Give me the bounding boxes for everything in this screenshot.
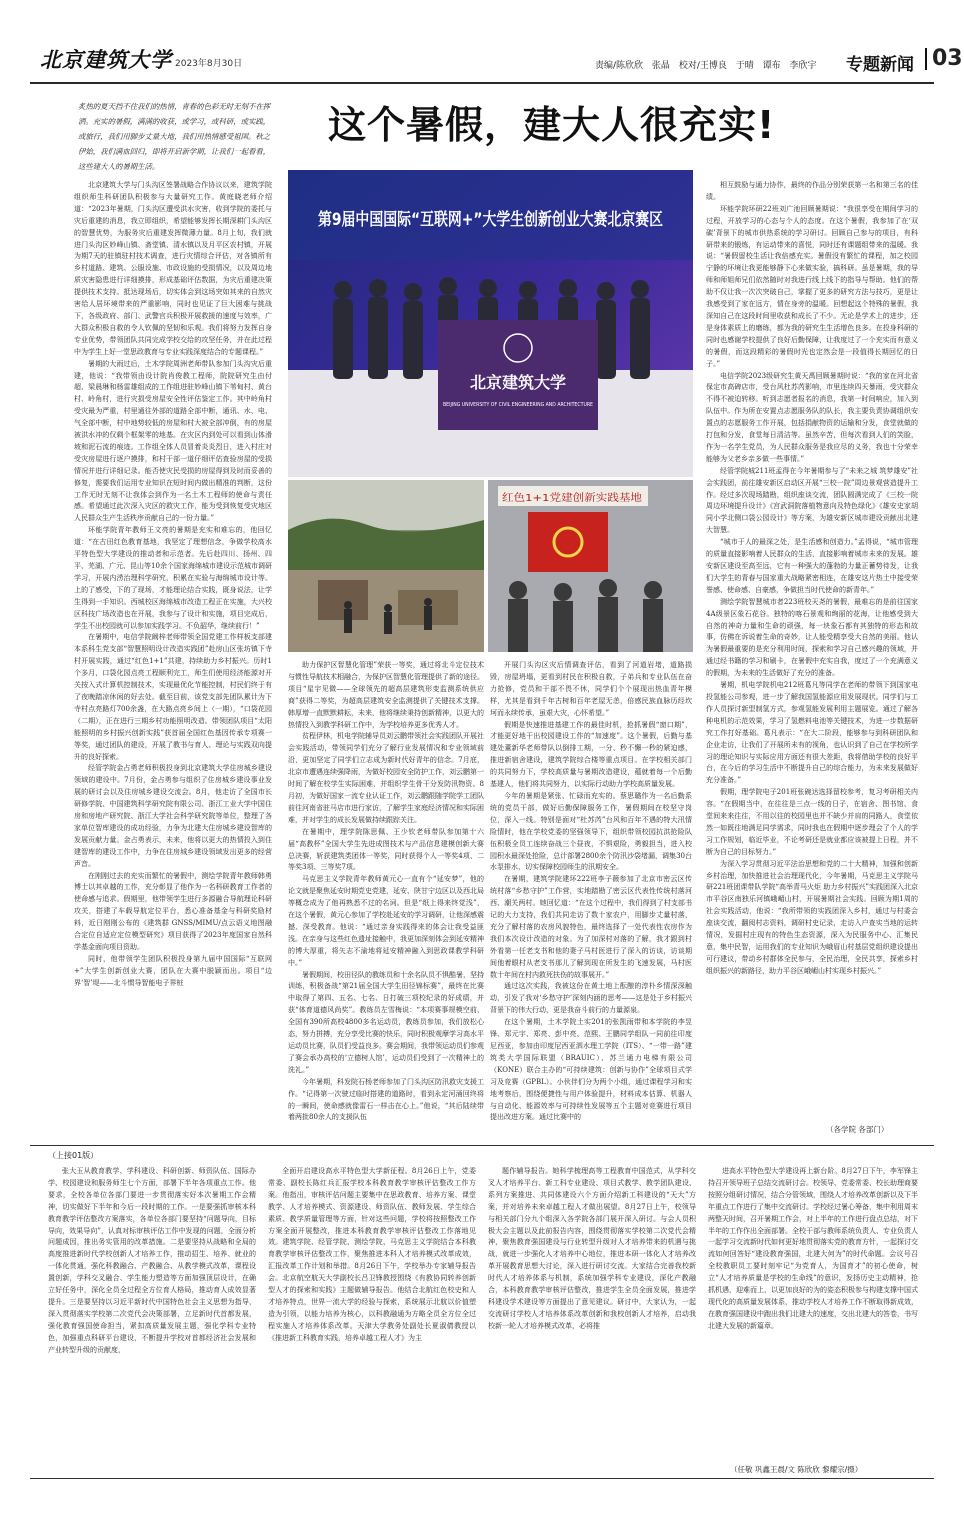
paragraph: 在暑期中，电信学院阚梓老师带领全国党建工作样板支部建本系科生党支部“智慧照明设计改造实践团”赴房山区张坊镇下寺村开展实践，通过“红色1+1”共建，持续助力乡村振兴。历时1个多月，口袋化园点亮工程顺利完工，师生们使用经济能源对开关按入式计算机控制技术，实现最优化节能控制，村民们终于有了夜晚踏凉休闲的好去处。截至目前，该党支部先团队累计为下寺村点亮路灯700余盏，在大路点亮乡间上（一期），“口袋花园（二期），正在进行三期乡村功能照明改造。带领团队项目“太阳能照明的乡村振兴创新实践”获首届全国红色基因传承专项赛一等奖，通过团队的建设，开展了教书与育人、理论与实践双向提升的良好探索。	[74, 633, 272, 761]
continued-label: （上接01版）	[48, 1151, 99, 1160]
issue-date: 2023年8月30日	[175, 59, 243, 69]
paragraph: 今年暑期，科发院石杨老师参加了门头沟区防汛救灾支援工作。“记得第一次驶过临时搭建的道路时，看到永定河涌回终将的一瞬间，使命感就像雷石一样击在心上。”他说，“其后陆续带着两批80余人的支援队伍	[288, 1077, 484, 1122]
flag-english-name: BEIJING UNIVERSITY OF CIVIL ENGINEERING AND ARCHITECTURE	[443, 402, 594, 408]
disaster-site-image	[288, 480, 484, 652]
paragraph: 为深入学习贯彻习近平法治思想和党的二十大精神，加强和创新乡村治理，加快推进社会治理现代化，今年暑期，马克思主义学院马研221班团课带队学院“高举青马火炬 助力乡村振兴”实践团深入北京市平谷区南独乐河镇峨嵋山村，开展暑期社会实践。回顾为期1周的社会实践活动，他说：“我所带领的实践团深入乡村，通过与村委会座谈交流，翻阅村志资料，调研村史记录，走访入户查实当地的运转情况，发掘村庄现有的特色生态资源，深入为民服务中心、汇集民意，集中民智，运用我们的专业知识为峨眉山村基层党组织建设提出可行建议，带动乡村群体全民参与，全民治理，全民共享，探索乡村组织振兴的新路径，助力平谷区峨嵋山村实现乡村振兴。”	[706, 859, 918, 975]
paragraph: 暑期的大雨过后，土木学院周洲老师带队参加门头沟灾后重建，他说：“我带领由设计院肖俊教工程师，院院研究生由付超、梁晨琳和杨雷雄组成的工作组进驻妙峰山镇下苇甸村、黄台村、岭角村，进行灾损受房屋安全性评估鉴定工作。其中岭角村受灾最为严重，村里通往外部的道路全部中断，通讯、水、电、气全部中断，村中地势较低的房屋和村大被全部冲倒，有的房屋被洪水冲的仅剩个框架零的地基。在灾区内到处可以看到山体滑坡和泥石流的痕迹。工作组全体人员冒着炎炎烈日，进入村庄对受灾房屋进行逐户摸排，和村干部一道仔细评估查验房屋的受损情况并进行详细记录。能否使灾民受损的房屋得到及时而妥善的修复，需要我们运用专业知识在短时间内做出精准的判断，这份工作无时无刻不让我体会到作为一名土木工程师的使命与责任感。希望通过此次深入灾区的救灾工作，能为受到恢复受灾地区人民群众生产生活秩序贡献自己的一份力量。”	[74, 359, 272, 523]
paragraph: 电信学院2023级研究生黄天禹回顾暑期时说：“我的家在河北省保定市高碑店市，受台风杜苏芮影响，市里连续四天暴雨，受灾群众不得不被迫转移。听到志愿者报名的消息，我第一时间响应，加入到队伍中。作为所在安置点志愿服务队的队长，我主要负责协调组织安置点的志愿服务工作开展，包括捐献物资的运输和分发，食堂就做的打包和分发，食堂每日清洁等。虽然辛苦，但每次看到人们的笑脸，作为一名学生党员，为人民群众服务是我应尽的义务，我也十分荣幸能够为父老乡亲多做一些事情。”	[706, 371, 918, 463]
paragraph: 环能学院青年教师王文亮的暑期是充实和难忘的，他回忆道：“在古田红色教育基地，我坚定了理想信念，争做学校高水平特色型大学建设的推动者和示范者。先后赴四川、扬州、四平、芜湖、广元、昆山等10余个国家海绵城市建设示范城市调研学习，开展内涝治理科学研究，积累在实验与海绵城市设计等。上的了感受，下的了现场，才能理论结合实践，既身说法，让学生得到一手知识。西城校区海绵城市改造工程正在实施，大兴校区科技广场改造也在开展，我参与了设计和实施，项目完成后，学生不出校园就可以参加实践学习。不负韶华，继续前行！”	[74, 526, 272, 630]
paragraph: 在刚刚过去的充实而繁忙的暑假中，测绘学院青年教师韩勇博士以其卓越的工作，充分彰显了他作为一名科研教育工作者的使命感与追求。假期里，他带领学生进行多源融合导航理论科研攻关，搭建了车载导航定位平台，悉心准备基金与科研奖励材料，近日刚刚公布的《建筑群 GNSS/MIMU/点云语义地图融合定位自适应定位模型研究》项目获得了2023年度国家自然科学基金面向项目资助。	[74, 871, 272, 951]
paragraph: 经管学院城211班孟得在今年暑期参与了“未来之城 筑梦雄安”社会实践团，前往雄安新区启动区开展“三校一院”周边景观营造提升工作。经过多次现场踏勘，组织座谈交流，团队圆满完成了《三校一院周边环境提升设计》《宫武洞院落植物意向及特色绿化》《雄安史家胡同小学北侧口袋公园设计》等方案，为雄安新区城市建设贡献出北建大智慧。	[706, 466, 918, 535]
paragraph: 假期是快速推进基建工作的最佳时机，抢抓暑假“窗口期”，才能更好地干出校园建设工作的“加速度”。这个暑假，后勤与基建处董新华老师带队以倒排工期，一分、秒不懈一秒的紧迫感，推进新宿舍建设，建筑学院综合楼等重点项目。在学校相关部门的共同努力下，学校高质量与暑期改造建设，蕴就着每一个后勤基建人，他们将共同努力，以实际行动助力学校高质量发展。	[490, 720, 692, 789]
headline: 这个暑假，建大人很充实!	[328, 103, 776, 147]
paragraph: 进高水平特色型大学建设再上新台阶。8月27日下午，李军锋主持召开领导班子总结交流研讨会。校领导、党委常委、校长助理商要按照分组研讨情况，结合分管领域，围绕人才培养改革创新以及下半年重点工作进行了集中交流研讨。学校经过暑心筹备，集中利用周末两整天时间，召开暑期工作会，对上半年的工作进行盘点总结，对下半年的工作作出全面部署。全校干部与教师系统负责人、专业负责人一起学习交流新时代如何更好地贯彻落实党的教育方针，一起探讨交流如何回答好“建设教育强国，北建大何为”的时代命题。会议号召全校教职员工要时刻牢记“为党育人，为国育才”的初心使命，树立“人才培养质量是学校的生命线”的意识，发扬历史主动精神，抢抓机遇，迎难而上，以更加良好的为的姿态积极参与构建支撑中国式现代化的高质量发展体系，推动学校人才培养工作不断取得新成效，在教育强国建设中跑出我们北建大的速度，交出北建大的答卷，书写北建大发展的新篇章。	[708, 1167, 918, 1330]
party-flag	[528, 512, 608, 572]
continued-column-2	[268, 1166, 476, 1476]
intro-blurb: 炙热的夏天挡不住我们的热情，青春的色彩无时无刻不在挥洒。充实的暑假，满满的收获，或学习，或科研，或实践，或旅行，我们用脚步丈量大地，我们用热情感受祖国。秋之伊始，我们满血回归，即将开启新学期，让我们一起看看，这些建大人的暑期生活。	[78, 102, 271, 171]
continued-column-4	[708, 1166, 918, 1462]
editor-credit: 责编/陈欣欣	[595, 61, 644, 71]
continued-column-3	[488, 1166, 696, 1476]
paragraph: 全面开启建设高水平特色型大学新征程。8月26日上午，党委常委、副校长陈红兵汇报学校本科教育教学审核评估整改工作方案。他指出，审核评估问题主要集中在思政教育、培养方案、课堂教学、人才培养模式、资源建设、师资队伍、教师发展、学生综合素质、教学质量管理等方面，针对这些问题，学校将按照整改工作方案全面开展整改，推进本科教育教学审核评估整改工作落地见效。建筑学院、经管学院、测绘学院、马克思主义学院结合本科教育教学审核评估整改工作，聚焦推进本科人才培养模式改革成效，汇报改革工作计划和举措。8月26日下午，学校举办专家辅导报告会。北京航空航天大学副校长吕卫锋教授围绕《有教协同转养创新型人才的探索和实践》主题做辅导报告。他结合北航红色校史和人才培养特点，世界一流大学的经验与探索，系统展示北航以价值塑造为引领，以能力培养为核心，以科教融通为方略全员全方位全过程实施人才培养体系改革。天津大学教务处副处长夏淑倩教授以《推进新工科教育实践，培养卓越工程人才》为主	[268, 1167, 476, 1342]
editor-credit: 李欣宇	[789, 61, 817, 71]
editor-credit: 于晴	[735, 61, 754, 71]
editor-credits	[595, 58, 823, 71]
editor-credit: 校对/王博良	[678, 61, 727, 71]
banner-title: 第9届中国国际“互联网+”大学生创新创业大赛北京赛区	[318, 210, 741, 230]
signoff-bottom: （任敬 巩鑫王晨/文 陈欣欣 黎耀宗/摄）	[730, 1465, 863, 1474]
paragraph: 在暑期中，理学院陈思佩、王少钦老师带队参加第十六届“高教杯”全国大学生先进成图技术与产品信息建模创新大赛总决赛，斩获建筑类团体一等奖，同时获得个人一等奖4项、二等奖3项、三等奖7项。	[288, 827, 484, 872]
group-photo-image	[288, 170, 741, 477]
paragraph: 相互鼓励与通力协作，最终的作品分别荣获第一名和第三名的佳绩。	[706, 181, 918, 201]
base-sign-photo	[488, 480, 693, 652]
paragraph: 在这个暑期，土木学院土实201的张凯雨带和本学院的李昱锋、郑元宇、郑亮、彭中亮、范熙、王鹏同学组队一同前往印度尼西亚，参加由印度尼西亚泗水理工学院（ITS）、“一带一路”建筑类大学国际联盟（BRAUIC）、苏兰通力电梯有限公司（KONE）联合主办的“可持续建筑：创新与协作”全球项目式学习及竞赛（GPBL）。小伙伴们分为两个小组，通过课程学习和实地考察后，围绕便捷性与用户体验提升，材料成本估算、机器人与自动化、能源效率与可持续性发展等五个主题对竞赛进行项目提出改进方案。通过比赛中的	[490, 1018, 692, 1122]
disaster-site-photo	[288, 480, 484, 652]
flag-name: 北京建筑大学	[469, 373, 567, 392]
paragraph: 助力保护区智慧化管理”荣获一等奖，通过将北斗定位技术与惯性导航技术相融合，为保护区智慧化管理提供了新的途径。项目“星宇见微——全球领先的超高层建筑形变监测系统供应商”获得二等奖，为超高层建筑安全监测提供了关键技术支撑。韩厚增一直默默耕耘，未来，他将继续秉持创新精神，以更大的热情投入到教学科研工作中，为学校培养更多优秀人才。	[288, 661, 484, 729]
paragraph: 马克思主义学院青年教师黄元心一直有个“延安梦”，他的论文就是聚焦延安时期党史党建，延安、陕甘宁边区以及西北局等概念成为了他再熟悉不过的名词。但是“纸上得来终觉浅”，在这个暑假，黄元心参加了学校赴延安的学习调研，让他深感震撼、深受教育。他说：“通过亲身实践得来的体会让我受益匪浅。在亲身与这些红色遗址接触中，我更加深刻体会到延安精神的博大厚重，将矢志不渝地将延安精神融入到思政课教学科研中。”	[288, 875, 484, 967]
wall-sign: 红色1+1党建创新实践基地	[502, 493, 624, 504]
article-column-4	[706, 180, 918, 1120]
paragraph: 通过这次实践，我被这份在黄土地上酝酿的淳朴乡情深深触动，引发了我对‘乡愁守护’深刻内涵的思考——这是处于乡村振兴背景下的伟大行动，更是我奋斗前行的力量源泉。	[490, 982, 692, 1015]
paragraph: 今年的暑期是紧张、忙碌而充实的。蔡思璐作为一名后勤系统的党员干部，做好后勤保障服务工作，暑假期间在校坚守岗位，深入一线。特别是面对“杜苏芮”台风和百年不遇的特大汛情险情时，他在学校党委的坚强领导下，组织带领校园抗洪抢险队伍积极全员工连续奋战三个昼夜，不惧艰险，勇毅担当，进入校园积水最深处抢险，总计部署2800余个防汛沙袋堵漏，调集30台水泵排水，切实保障校园师生的汛期安全。	[490, 791, 692, 872]
paragraph: 开展门头沟区灾后情调查评估，看到了河道岩堵，道路损毁，房屋坍塌，更看到村民在积极自救，子弟兵和专业队伍在奋力抢修，党员和干部不畏不休，同学们个个展现出热血青年模样，尤其是看到千年古树和百年老屋无恙，倍感民族血脉历经坎坷而永续传承，虽艰大灾，心怀希望。”	[490, 661, 692, 717]
paragraph: 假期，理学院电子201班张碗达选择留校参考，复习考研相关内容。“在假期当中，在往往是三点一线的日子，在宿舍、图书馆、食堂间来来往往，不用以往的校园里也并不缺少并肩的同路人，食堂依然一如既往地满足同学需求，同时我也在假期中逐步理会了个人的学习工作规划，临近毕业，不论考研还是就业都应该被提上日程，并不断为自己的目标努力。”	[706, 788, 918, 856]
newspaper-logo: 北京建筑大学	[40, 47, 172, 72]
editor-credit: 谭布	[762, 61, 781, 71]
masthead	[30, 44, 963, 84]
section-divider	[30, 1145, 934, 1146]
paragraph: 在暑期，建筑学院建环222班李子薇参加了北京市密云区传统村落“乡愁守护”工作营，实地踏勘了密云区代表性传统村落河西、潮关两村。她回忆道：“在这个过程中，我们得到了村支部书记的大力支持，我们共同走访了数十家农户，用脚步丈量村落，充分了解村落的农房风貌特色，最终选择了一处代表性农房作为我们本次设计改造的对象。为了加深村对落的了解，我才跟到村外看第一任老支书和他的妻子马村医进行了深入的访谈，访谈期间他着眼村从老支书那儿了解到现在所发生的飞速发展，马村医数十年间在村内救死扶伤的故事展开。”	[490, 875, 692, 979]
continued-column-1	[48, 1166, 256, 1476]
article-column-2	[288, 660, 484, 1145]
paragraph: 张大玉从教育教学、学科建设、科研创新、师资队伍、国际办学、校园建设和服务师生七个方面，部署下半年各项重点工作。他要求，全校各单位各部门要进一步贯彻落实好本次暑期工作会精神，切实做好下半年和今后一段时期的工作。一是要强抓审核本科教育教学评估整改方案落实，各单位各部门要坚持“问题导向，目标导向，效果导向”，认真对标审核评估工作中发现的问题，全面分析问题成因，推出务实管用的改革措施。二是要坚持从战略和全局的高度推进新时代学校创新人才培养工作，推动招生、培养、就业的一体化贯通，强化科教融合、产教融合、从教学模式改革，课程设置创新，学科交叉融合、学生能力塑造等方面加强顶层设计，在确立好任务中，深化全员全过程全方位育人格局，推动育人成效显著提升。三是要坚持以习近平新时代中国特色社会主义思想为指导，深入贯彻落实学校第二次党代会决策部署，立足新时代首都发展，强化教育强国使命担当，紧扣高质量发展主题，强化学科专业特色，加强重点科研平台建设，不断提升学校对首都经济社会发展和产业转型升级的贡献度，	[48, 1167, 256, 1354]
paragraph: 测绘学院智慧城市者223班校天尧的暑假，最难忘的是前往国家4A级景区象石花谷。独特的喀石景观和绚丽的花海，让他感受到大自然的神奇力量和生命的顽强，每一块象石都有其独特的形态和故事，仿佛在诉说着生命的奇妙，让人能受精享受大自然的美丽。他认为暑假最重要的是充分利用时间，探索和学习自己感兴趣的领域，并通过经书籍的学习和刷卡，在暑假中充实自我，度过了一个充满意义的假期，为未来的生活做好了充分的准备。	[706, 597, 918, 678]
article-column-3	[490, 660, 692, 1145]
bottom-rule	[30, 1478, 934, 1479]
editor-credit: 张晶	[651, 61, 670, 71]
article-column-1	[74, 180, 272, 1145]
base-sign-image	[488, 480, 693, 652]
signoff-top: （各学院 各部门）	[826, 1125, 889, 1134]
paragraph: “城市于人的最深之处，是生活感和创造力。”孟得说，“城市管理的质量直接影响着人民群众的生活，直接影响着城市未来的发展。雄安新区建设至高至远，它有一种强大的蓬勃的力量正蓄势待发，让我们大学生的青春与国家重大战略紧密相连，在雄安这片热土中接受荣誉感、使命感、自豪感，争做担当时代使命的新青年。”	[706, 538, 918, 594]
paragraph: 暑假期间，校田径队的教练员和十余名队员不惧酷暑，坚持训练，积极备战“第21届全国大学生田径锦标赛”，最终在比赛中取得了第四、五名、七名、日打破三项校纪录的好成绩，并获“体育道德风尚奖”。教练员左雪梅说：“本项赛事规模空前，全国有390所高校4800多名运动员，教练员参加，我们放松心态，努力拼搏，充分享受比赛的快乐，同时积极观摩学习高水平运动员比赛，队员们受益良多。赛会期间，我带领运动员们参观了赛会承办高校的‘立德树人馆’，运动员们受到了一次精神上的洗礼。”	[288, 970, 484, 1074]
section-title: 专题新闻	[846, 55, 914, 75]
paragraph: 同时，他带领学生团队积极投身第九届中国国际“互联网+”大学生创新创业大赛，团队在大赛中脱颖而出。项目“边界‘智’堤——北斗惯导智能电子界桩	[74, 954, 272, 987]
group-photo-competition	[288, 170, 741, 477]
paragraph: 北京建筑大学与门头沟区签署战略合作协议以来，建筑学院组织师生科研团队积极参与大量研究工作。黄庭晓老师介绍道：“2023年暑期，门头沟区遭受洪水灾害，收到学院的委托与灾后重建的消息，我立即组织，希望能够发挥长期深耕门头沟区的智慧优势，为服务灾后重建发挥微薄力量。8月上旬，我们就进门头沟区妙峰山镇、斋堂镇、清水镇以及月平区农村镇，开展为期7天的驻镇驻村技术调查，进行灾情综合评估，对各镇所有乡村道路、建筑、公服设施、市政设施的受损情况，以及周边地质灾害隐患进行详细摸排，形成基础评估数据，为灾后重建决策提供技术支持。抵达现场后，切实体会到这场突如其来的自然灾害给人居环境带来的严重影响，同时也见证了巨大困难与挑战下，各级政府、部门、武警官兵积极开展救援的速度与效率，广大群众积极自救的令人钦佩的坚韧和乐观。我们将努力发挥自身专业优势，带领团队共同完成学校交给的攻坚任务，并在此过程中为学生上好一堂思政教育与专业实践深度结合的专题课程。”	[74, 181, 272, 356]
paragraph: 暑期，机电学院机电212班葛凡等同学在老师的带领下到国家电投氢能公司参观，进一步了解我国氢能源应用发展现状。同学们与工作人员探讨新型制氢方式，参观氢能发展利用主题展览。通过了解各种电机的示范效果，学习了氢燃料电池等关键技术，为进一步数据研究工作打好基础。葛凡表示：“在大二阶段，能够参与到科研团队和企业走访，让我们了开展所未有的视角，也认识到了自己在学校所学习的理论知识与实际应用方面还有很大差距，我将借助学校的良好平台，在今后的学习生活中不断提升自己的综合能力，为未来发展做好充分准备。”	[706, 681, 918, 785]
paragraph: 题作辅导报告。她科学梳理高等工程教育中国范式，从学科交叉人才培养平台、新工科专业建设、项目式教学、教学团队建设、系列方案推进、共同体建设六个方面介绍新工科建设的“天大”方案，并对培养未来卓越工程人才做出展望。8月27日上午，校领导与相关部门分九个组深入各学院各部门展开深入研讨。与会人员积极大会主题以及此前报告内容，围绕贯彻落实学校第二次党代会精神，聚焦教育强国建设与行业转型升级对人才培养带来的机遇与挑战，就进一步强化人才培养中心地位，推进本研一体化人才培养改革开展教育思想大讨论，深入进行研讨交流。大家结合完善我校新时代人才培养体系与机制，系统加强学科专业建设，深化产教融合，本科教育教学审核评估整改，推进学生全员全面发展，推进学科建设学术建设等方面提出了意见建议。研讨中，大家认为，一起交流研讨学校人才培养体系改革创新和我校创新人才培养，启动我校新一轮人才培养模式改革，必将推	[488, 1167, 696, 1330]
page-number: 03	[925, 48, 963, 70]
paragraph: 经管学院金占勇老师积极投身到北京建筑大学住房城乡建设领域的建设中。7月份，金占勇参与组织了住房城乡建设事业发展的研讨会以及住房城乡建设交流会。8月，他走访了全国市长研修学院、中国建筑科学研究院有限公司、浙江工业大学中国住房和房地产研究院、浙江大学社会科学研究院等单位，整理了各家单位智库建设的成功经验，力争为北建大住房城乡建设智库的发展贡献力量。金占勇表示，未来，他将以更大的热情投入到住建智库的建设工作中，力争在住房城乡建设领域发出更多的经营声音。	[74, 764, 272, 868]
paragraph: 贫程伊林，机电学院辅导员刘云鹏带领社会实践团队开展社会实践活动，带领同学们充分了解行业发展情况和专业领域前沿，更加坚定了同学们立志成为新时代好青年的信念。7月底，北京市遭遇连续强降雨，为做好校园安全防护工作，刘云鹏第一时间了解在校学生实际困难，并组织学生骨干分发防汛物资。8月初，为做好国家一流专业认证工作，刘云鹏跟随学院学工团队前往河南省驻马店市进行家访，了解学生家庭经济情况和实际困难，并对学生的成长发展做持续跟踪关注。	[288, 732, 484, 824]
paragraph: 环能学院环研22班刘广池回顾暑期说：“我很享受在期间学习的过程，开放学习的心态与个人的态度。在这个暑假，我参加了在‘双碳’背景下的城市供热系统的学习研讨。回顾自己参与的项目，有科研带来的锻炼，有运动带来的喜悦，同时还有课题组带来的温暖。我说：“暑假留校生活让我倍感充实。暑假没有繁忙的课程，加之校园宁静的环境让我更能够静下心来做实验，搞科研。虽是暑期，我的导师和师姐师兄们依然随时对我进行线上线下的指导与帮助。他们的帮助不仅让我一次次突破自己，掌握了更多的研究方法与技巧，更是让我感受到了家在远方，情在身旁的温暖。回想起这个特殊的暑假，我深知自己在这段时间里收获和成长了不少。无论是学术上的进步，还是身体素质上的磨练，都为我的研究生生活增色良多。在投身科研的同时也感谢学校提供了良好后勤保障，让我度过了一个充实而有意义的暑假，而这段精彩的暑假时光也定然会是一段值得长期回忆的日子。”	[706, 204, 918, 368]
